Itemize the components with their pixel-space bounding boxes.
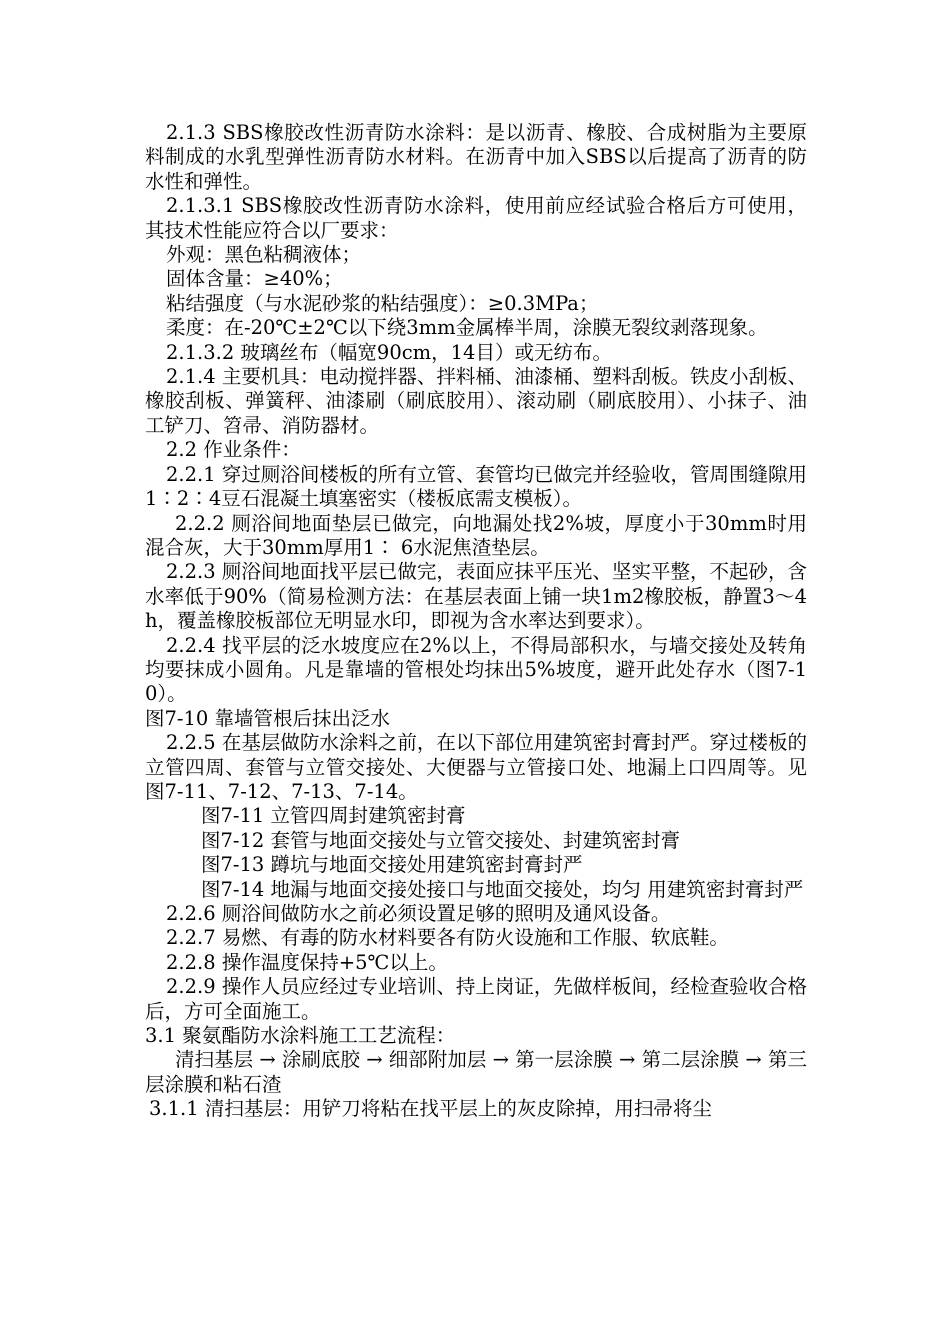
spec-appearance: 外观：黑色粘稠液体； xyxy=(166,243,362,267)
paragraph-2-1-4: 2.1.4 主要机具：电动搅拌器、拌料桶、油漆桶、塑料刮板。铁皮小刮板、橡胶刮板、弹簧秤、油漆刷（刷底胶用）、滚动刷（刷底胶用）、小抹子、油工铲刀、笤帚、消防器材。 xyxy=(145,365,807,437)
spec-bond-strength: 粘结强度（与水泥砂浆的粘结强度）：≥0.3MPa； xyxy=(166,291,599,315)
figure-caption-7-11: 图7-11 立管四周封建筑密封膏 xyxy=(201,804,466,828)
paragraph-2-2-7: 2.2.7 易燃、有毒的防水材料要各有防火设施和工作服、软底鞋。 xyxy=(166,926,729,950)
process-flow: 清扫基层 → 涂刷底胶 → 细部附加层 → 第一层涂膜 → 第二层涂膜 → 第三层涂膜和粘石渣 xyxy=(145,1048,807,1096)
paragraph-2-1-3-2: 2.1.3.2 玻璃丝布（幅宽90cm，14目）或无纺布。 xyxy=(166,340,612,364)
paragraph-2-2-1: 2.2.1 穿过厕浴间楼板的所有立管、套管均已做完并经验收，管周围缝隙用1∶2∶4豆石混凝土填塞密实（楼板底需支模板）。 xyxy=(145,462,807,511)
paragraph-2-2-8: 2.2.8 操作温度保持+5℃以上。 xyxy=(166,950,448,974)
heading-2-2: 2.2 作业条件： xyxy=(166,438,301,462)
paragraph-3-1-1: 3.1.1 清扫基层：用铲刀将粘在找平层上的灰皮除掉，用扫帚将尘 xyxy=(149,1097,712,1121)
spec-solid-content: 固体含量：≥40%； xyxy=(166,267,343,291)
heading-3-1: 3.1 聚氨酯防水涂料施工工艺流程： xyxy=(145,1024,456,1048)
paragraph-2-2-5: 2.2.5 在基层做防水涂料之前，在以下部位用建筑密封膏封严。穿过楼板的立管四周、套管与立管交接处、大便器与立管接口处、地漏上口四周等。见图7-11、7-12、7-13、7-14。 xyxy=(145,731,807,803)
paragraph-2-1-3-1: 2.1.3.1 SBS橡胶改性沥青防水涂料，使用前应经试验合格后方可使用，其技术性能应符合以厂要求： xyxy=(145,194,807,242)
paragraph-2-2-6: 2.2.6 厕浴间做防水之前必须设置足够的照明及通风设备。 xyxy=(166,902,671,925)
paragraph-2-2-9: 2.2.9 操作人员应经过专业培训、持上岗证，先做样板间，经检查验收合格后，方可全面施工。 xyxy=(145,975,807,1023)
document-page xyxy=(145,121,807,1122)
paragraph-2-1-3: 2.1.3 SBS橡胶改性沥青防水涂料：是以沥青、橡胶、合成树脂为主要原料制成的水乳型弹性沥青防水材料。在沥青中加入SBS以后提高了沥青的防水性和弹性。 xyxy=(145,121,807,193)
figure-caption-7-10: 图7-10 靠墙管根后抹出泛水 xyxy=(145,706,391,730)
spec-flexibility: 柔度：在-20℃±2℃以下绕3mm金属棒半周，涂膜无裂纹剥落现象。 xyxy=(166,316,768,340)
paragraph-2-2-2: 2.2.2 厕浴间地面垫层已做完，向地漏处找2%坡，厚度小于30mm时用混合灰，大于30mm厚用1∶ 6水泥焦渣垫层。 xyxy=(145,511,807,559)
figure-caption-7-14: 图7-14 地漏与地面交接处接口与地面交接处，均匀 用建筑密封膏封严 xyxy=(201,877,804,901)
figure-caption-7-12: 图7-12 套管与地面交接处与立管交接处、封建筑密封膏 xyxy=(201,828,681,852)
figure-caption-7-13: 图7-13 蹲坑与地面交接处用建筑密封膏封严 xyxy=(201,853,583,877)
paragraph-2-2-3: 2.2.3 厕浴间地面找平层已做完，表面应抹平压光、坚实平整，不起砂，含水率低于90%（简易检测方法：在基层表面上铺一块1m2橡胶板，静置3～4h，覆盖橡胶板部位无明显水印，即视为含水率达到要求）。 xyxy=(145,560,807,633)
paragraph-2-2-4: 2.2.4 找平层的泛水坡度应在2%以上，不得局部积水，与墙交接处及转角均要抹成小圆角。凡是靠墙的管根处均抹出5%坡度，避开此处存水（图7-10）。 xyxy=(145,633,807,706)
